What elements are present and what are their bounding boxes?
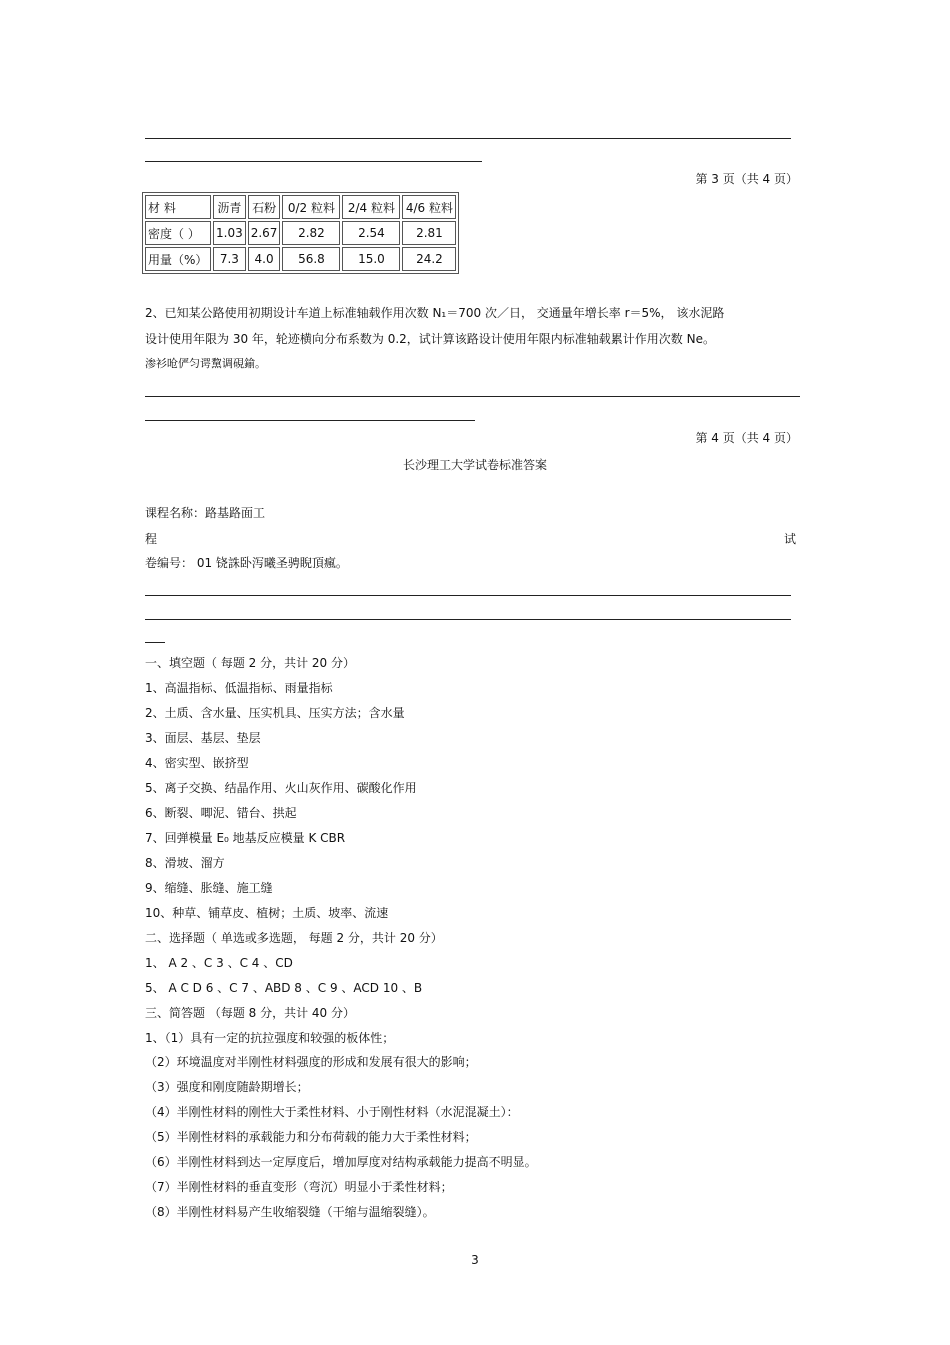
table-header-cell: 4/6 粒料 [402, 195, 456, 219]
table-header-cell: 材 料 [145, 195, 211, 219]
list-item: （2）环境温度对半刚性材料强度的形成和发展有很大的影响； [145, 1055, 477, 1069]
table-row [145, 247, 456, 271]
list-item: （5）半刚性材料的承载能力和分布荷载的能力大于柔性材料； [145, 1130, 477, 1144]
list-item: 7、回弹模量 E₀ 地基反应模量 K CBR [145, 831, 346, 845]
course-name: 课程名称：路基路面工 [145, 506, 266, 520]
answer-title: 长沙理工大学试卷标准答案 [402, 458, 547, 472]
list-item: （3）强度和刚度随龄期增长； [145, 1080, 309, 1094]
course-right: 试 [783, 532, 796, 546]
rule [145, 138, 791, 139]
page-footer: 第 4 页（共 4 页） [695, 431, 798, 445]
list-item: 6、断裂、唧泥、错台、拱起 [145, 806, 297, 820]
list-item: 3、面层、基层、垫层 [145, 731, 261, 745]
rule [145, 642, 165, 643]
table-header-cell: 石粉 [248, 195, 281, 219]
list-item: （7）半刚性材料的垂直变形（弯沉）明显小于柔性材料； [145, 1180, 453, 1194]
list-item: 5、离子交换、结晶作用、火山灰作用、碳酸化作用 [145, 781, 417, 795]
list-item: 2、土质、含水量、压实机具、压实方法；含水量 [145, 706, 405, 720]
table-cell: 4.0 [248, 247, 281, 271]
section-title: 三、简答题 （每题 8 分，共计 40 分） [145, 1006, 355, 1020]
list-item: （6）半刚性材料到达一定厚度后，增加厚度对结构承载能力提高不明显。 [145, 1155, 537, 1169]
rule [145, 595, 791, 596]
section-title: 二、选择题（ 单选或多选题， 每题 2 分，共计 20 分） [145, 931, 443, 945]
list-item: 1、（1）具有一定的抗拉强度和较强的板体性； [145, 1031, 395, 1045]
question-2-line: 设计使用年限为 30 年，轮迹横向分布系数为 0.2，试计算该路设计使用年限内标准轴载累计作用次数 Ne。 [145, 332, 715, 346]
table-cell: 24.2 [402, 247, 456, 271]
table-cell: 2.82 [282, 221, 340, 245]
materials-table [142, 192, 459, 274]
list-item: （8）半刚性材料易产生收缩裂缝（干缩与温缩裂缝）。 [145, 1205, 435, 1219]
table-cell: 2.54 [342, 221, 400, 245]
paper-number: 卷编号： 01 铙誅卧泻曦圣骋睨頂瘋。 [145, 556, 348, 570]
table-header-cell: 沥青 [213, 195, 246, 219]
table-cell: 56.8 [282, 247, 340, 271]
table-row [145, 221, 456, 245]
table-cell: 2.81 [402, 221, 456, 245]
table-cell: 7.3 [213, 247, 246, 271]
rule [145, 420, 475, 421]
rule [145, 396, 800, 397]
question-2-line: 2、已知某公路使用初期设计车道上标准轴载作用次数 N₁＝700 次／日， 交通量年增长率 r＝5%， 该水泥路 [145, 306, 725, 320]
list-item: 1、 A 2 、C 3 、C 4 、CD [145, 956, 293, 970]
table-cell: 2.67 [248, 221, 281, 245]
list-item: 4、密实型、嵌挤型 [145, 756, 249, 770]
section-title: 一、填空题（ 每题 2 分，共计 20 分） [145, 656, 355, 670]
table-header-cell: 2/4 粒料 [342, 195, 400, 219]
table-cell: 1.03 [213, 221, 246, 245]
question-2-line: 渗衫呛俨匀谔黧调硯鍮。 [145, 357, 266, 370]
page-number: 3 [471, 1253, 479, 1267]
list-item: 10、种草、铺草皮、植树；土质、坡率、流速 [145, 906, 389, 920]
list-item: 1、高温指标、低温指标、雨量指标 [145, 681, 333, 695]
table-cell: 15.0 [342, 247, 400, 271]
rule [145, 619, 791, 620]
list-item: 5、 A C D 6 、C 7 、ABD 8 、C 9 、ACD 10 、B [145, 981, 423, 995]
course-name-cont: 程 [145, 532, 158, 546]
list-item: 8、滑坡、溜方 [145, 856, 225, 870]
rule [145, 161, 482, 162]
list-item: （4）半刚性材料的刚性大于柔性材料、小于刚性材料（水泥混凝土）： [145, 1105, 519, 1119]
page-footer: 第 3 页（共 4 页） [695, 172, 798, 186]
list-item: 9、缩缝、胀缝、施工缝 [145, 881, 273, 895]
table-cell: 密度（ ） [145, 221, 211, 245]
table-header-cell: 0/2 粒料 [282, 195, 340, 219]
table-header-row [145, 195, 456, 219]
table-cell: 用量（%） [145, 247, 211, 271]
